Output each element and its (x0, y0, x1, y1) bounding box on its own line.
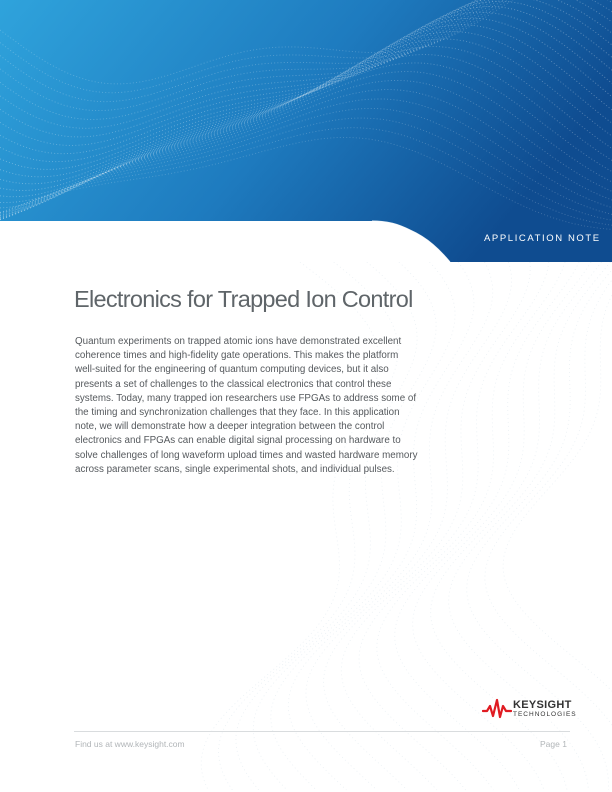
abstract-line: coherence times and high-fidelity gate operations. This makes the platform (75, 350, 399, 362)
abstract-line: well-suited for the engineering of quantum computing devices, but it also (75, 364, 389, 376)
header-background (0, 0, 612, 262)
abstract-paragraph (75, 335, 420, 477)
wave-pattern (0, 0, 612, 262)
abstract-line: note, we will demonstrate how a deeper integration between the control (75, 421, 385, 433)
brand-tagline: TECHNOLOGIES (513, 711, 577, 718)
page-number: Page 1 (540, 739, 567, 749)
abstract-line: systems. Today, many trapped ion researchers use FPGAs to address some of (75, 392, 417, 404)
header-banner (0, 0, 612, 262)
abstract-line: Quantum experiments on trapped atomic ions have demonstrated excellent (75, 336, 402, 347)
document-type-label: APPLICATION NOTE (484, 233, 601, 244)
abstract-line: electronics and FPGAs can enable digital signal processing on hardware to (75, 435, 401, 447)
document-title: Electronics for Trapped Ion Control (74, 286, 413, 312)
abstract-line: the timing and synchronization challenges that they face. In this application (75, 407, 400, 419)
abstract-line: across parameter scans, single experimental shots, and individual pulses. (75, 463, 395, 475)
footer-divider (74, 731, 570, 732)
keysight-wave-icon (482, 698, 512, 720)
keysight-logo (482, 698, 582, 720)
brand-name: KEYSIGHT (513, 699, 572, 711)
footer-website: Find us at www.keysight.com (75, 739, 185, 749)
abstract-line: solve challenges of long waveform upload times and wasted hardware memory (75, 449, 418, 461)
abstract-line: presents a set of challenges to the classical electronics that control these (75, 378, 392, 390)
